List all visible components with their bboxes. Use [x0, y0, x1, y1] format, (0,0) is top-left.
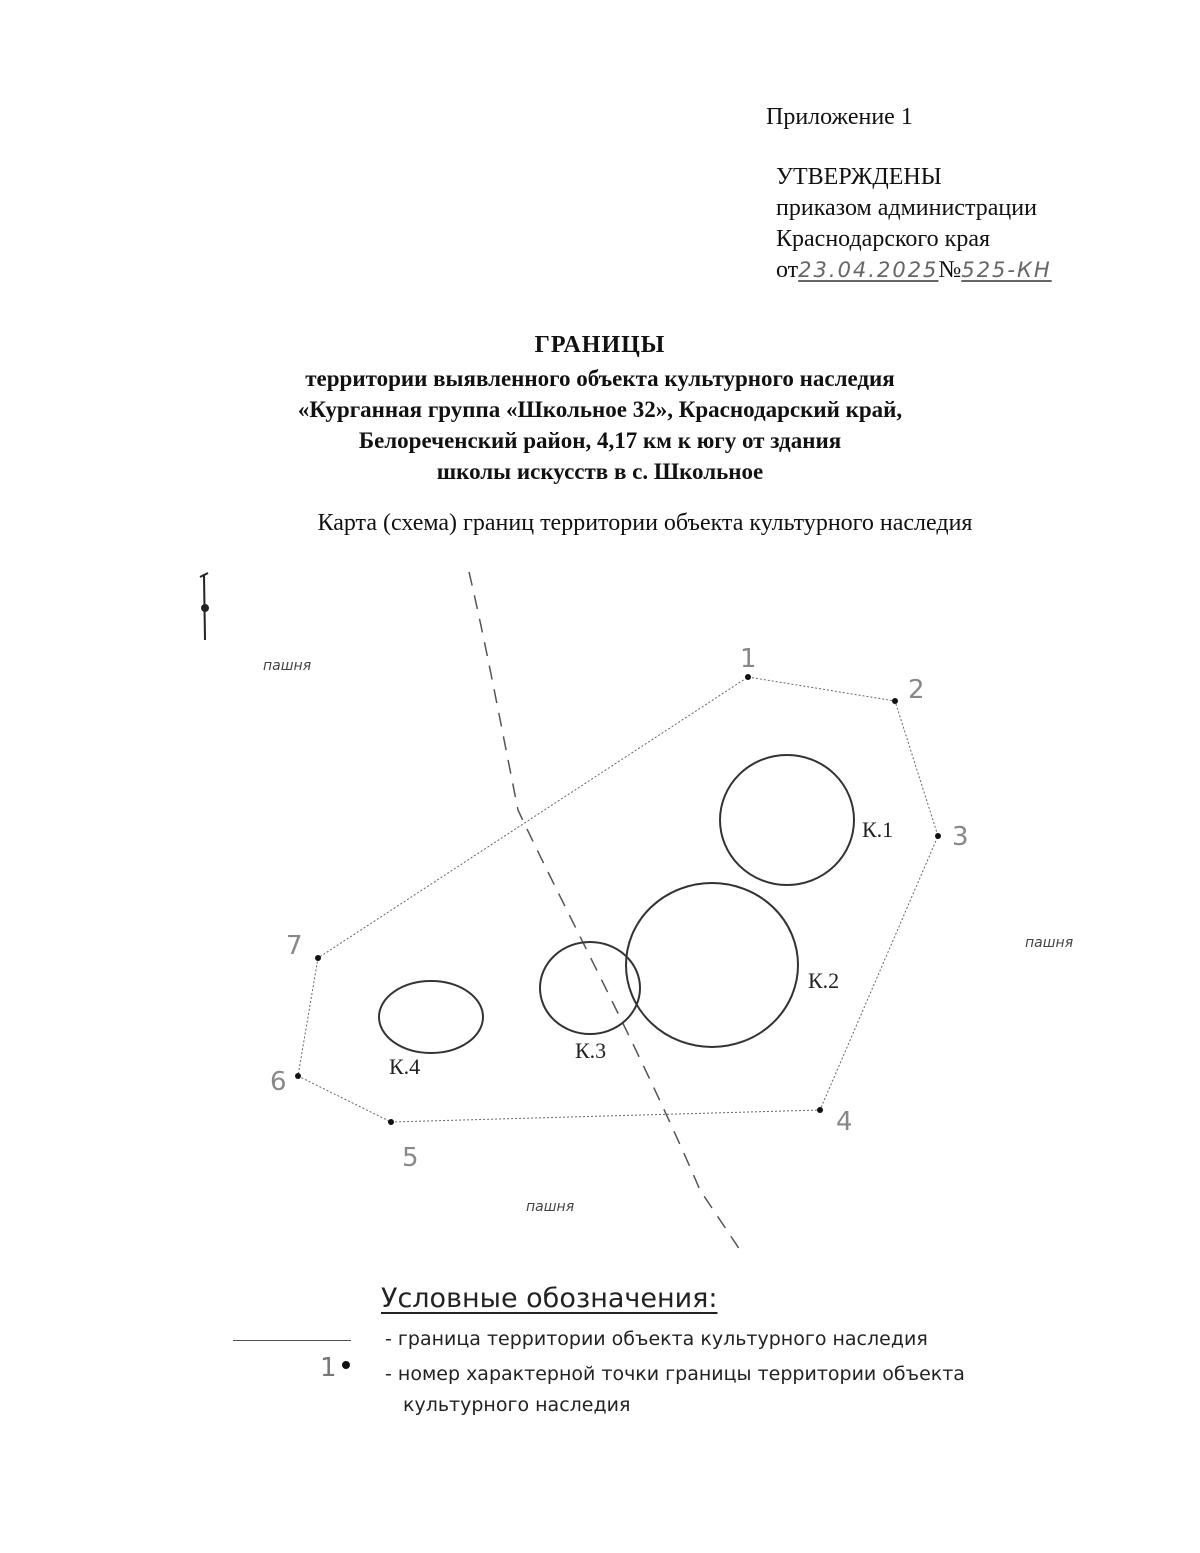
mound-k1 — [720, 755, 854, 885]
title-line: «Курганная группа «Школьное 32», Краснодарский край, — [297, 397, 903, 422]
mound-label: К.2 — [808, 968, 840, 993]
document-title — [0, 330, 1200, 487]
point-marker — [315, 955, 321, 961]
legend-boundary-sample — [233, 1340, 351, 1341]
approved-by-order: приказом администрации — [776, 195, 1037, 221]
point-label: 2 — [908, 675, 925, 705]
mound-k4 — [379, 981, 483, 1053]
point-label: 1 — [740, 644, 757, 674]
handwritten-number: 525-КН — [961, 258, 1052, 282]
point-marker — [935, 833, 941, 839]
legend-boundary-text: - граница территории объекта культурного наследия — [385, 1328, 928, 1350]
title-main: ГРАНИЦЫ — [534, 332, 666, 358]
legend-point-number: 1 — [320, 1353, 337, 1383]
mound-k2 — [626, 883, 798, 1047]
legend-point-dot-icon — [342, 1361, 350, 1369]
point-marker — [817, 1107, 823, 1113]
point-label: 7 — [286, 931, 303, 961]
approval-block — [776, 162, 1052, 286]
mound-k3 — [540, 942, 640, 1034]
appendix-label: Приложение 1 — [766, 104, 913, 130]
legend-point-text-line: - номер характерной точки границы территории объекта — [385, 1363, 965, 1385]
handwritten-date: 23.04.2025 — [798, 258, 939, 282]
point-marker — [745, 674, 751, 680]
point-label: 6 — [270, 1067, 287, 1097]
title-line: Белореченский район, 4,17 км к югу от здания — [358, 428, 842, 453]
mound-label: К.3 — [575, 1038, 607, 1063]
field-label: пашня — [1025, 935, 1074, 951]
title-line: школы искусств в с. Школьное — [436, 459, 764, 484]
point-marker — [892, 698, 898, 704]
legend-title: Условные обозначения: — [381, 1283, 718, 1314]
date-prefix: от — [776, 257, 799, 283]
approved-region: Краснодарского края — [776, 226, 991, 252]
legend-point-text — [385, 1359, 1085, 1421]
mound-label: К.1 — [862, 817, 894, 842]
boundary-map — [0, 560, 1200, 1260]
north-arrow-icon — [200, 573, 208, 640]
point-label: 5 — [402, 1143, 419, 1173]
point-label: 3 — [952, 822, 969, 852]
legend-point-text-line: культурного наследия — [403, 1394, 631, 1416]
title-line: территории выявленного объекта культурного наследия — [305, 366, 895, 391]
field-label: пашня — [526, 1199, 575, 1215]
number-sign: № — [938, 257, 962, 283]
point-label: 4 — [836, 1107, 853, 1137]
point-marker — [388, 1119, 394, 1125]
map-subtitle: Карта (схема) границ территории объекта культурного наследия — [317, 510, 973, 536]
mound-label: К.4 — [389, 1054, 421, 1079]
approved-heading: УТВЕРЖДЕНЫ — [776, 164, 942, 190]
point-marker — [295, 1073, 301, 1079]
road-line — [469, 572, 740, 1250]
field-label: пашня — [263, 658, 312, 674]
approval-date-line — [776, 255, 1052, 286]
